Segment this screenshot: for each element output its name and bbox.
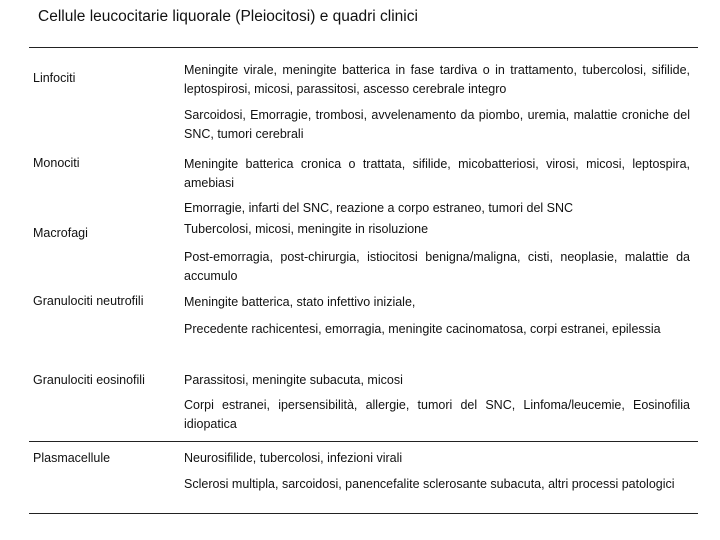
row-category-monociti: Monociti [33, 156, 80, 170]
row-description-eosinofili-1: Parassitosi, meningite subacuta, micosi [184, 373, 403, 387]
row-description-macrofagi-1: Tubercolosi, micosi, meningite in risoluzione [184, 222, 429, 236]
row-category-macrofagi: Macrofagi [33, 226, 88, 240]
row-category-linfociti: Linfociti [33, 71, 76, 85]
row-category-granulociti-neutrofili: Granulociti neutrofili [33, 294, 144, 308]
page-title: Cellule leucocitarie liquorale (Pleiocitosi) e quadri clinici [38, 8, 418, 25]
row-description-macrofagi-2: Post-emorragia, post-chirurgia, istiocitosi benigna/maligna, cisti, neoplasie, malattie da accumulo [184, 250, 690, 283]
row-description-linfociti-1: Meningite virale, meningite batterica in fase tardiva o in trattamento, tubercolosi, sifilide, leptospirosi, micosi, parassitosi, ascesso cerebrale integro [184, 63, 690, 96]
row-divider-rule [29, 441, 698, 442]
row-category-granulociti-eosinofili: Granulociti eosinofili [33, 373, 145, 387]
row-description-monociti-2: Emorragie, infarti del SNC, reazione a corpo estraneo, tumori del SNC [184, 201, 574, 215]
row-description-plasmacellule-1: Neurosifilide, tubercolosi, infezioni virali [184, 451, 403, 465]
row-description-neutrofili-1: Meningite batterica, stato infettivo iniziale, [184, 295, 416, 309]
row-category-plasmacellule: Plasmacellule [33, 451, 111, 465]
row-description-linfociti-2: Sarcoidosi, Emorragie, trombosi, avvelenamento da piombo, uremia, malattie croniche del SNC, tumori cerebrali [184, 108, 690, 141]
row-description-monociti-1: Meningite batterica cronica o trattata, sifilide, micobatteriosi, virosi, micosi, leptospira, amebiasi [184, 157, 690, 190]
table-top-rule [29, 47, 698, 48]
row-description-plasmacellule-2: Sclerosi multipla, sarcoidosi, panencefalite sclerosante subacuta, altri processi patologici [184, 477, 675, 491]
table-bottom-rule [29, 513, 698, 514]
row-description-neutrofili-2: Precedente rachicentesi, emorragia, meningite cacinomatosa, corpi estranei, epilessia [184, 322, 661, 336]
row-description-eosinofili-2: Corpi estranei, ipersensibilità, allergie, tumori del SNC, Linfoma/leucemie, Eosinofilia idiopatica [184, 398, 690, 431]
